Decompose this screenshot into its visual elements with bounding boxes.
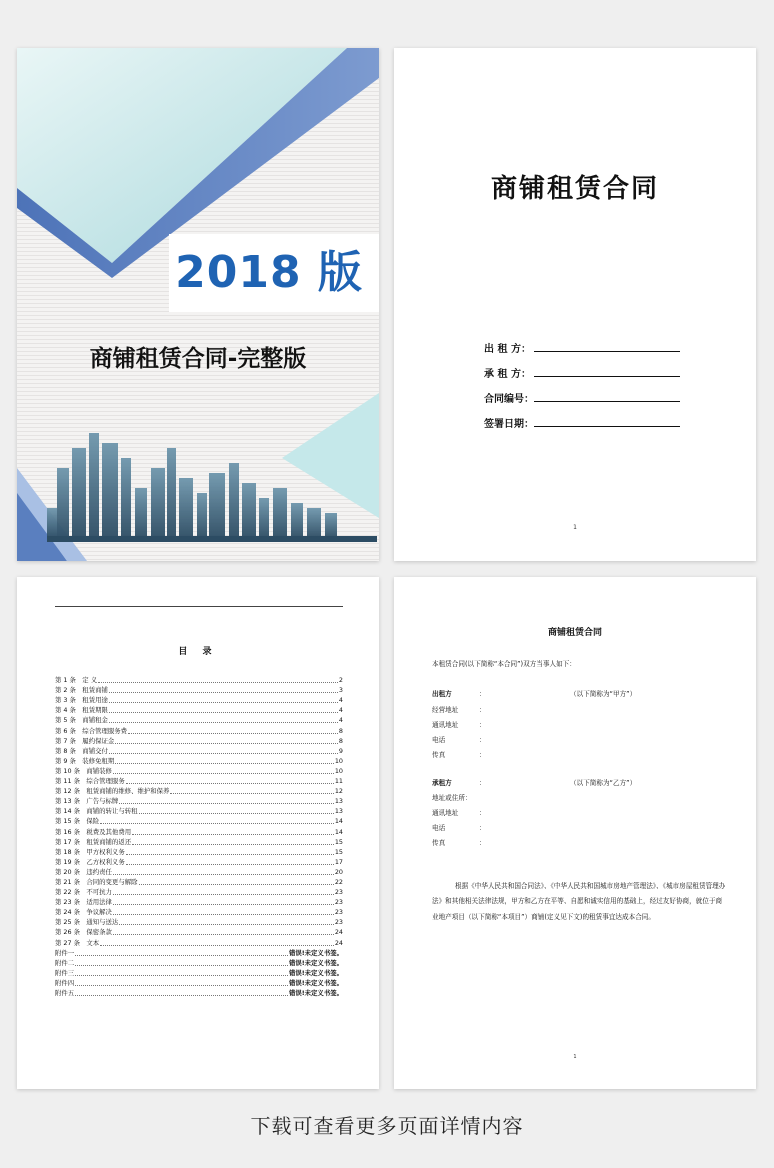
toc-item-label: 第 15 条 保险: [55, 817, 100, 826]
colon: ：: [479, 779, 486, 787]
field-contract-no: [484, 388, 704, 406]
toc-item-label: 第 12 条 租赁商铺的维修、维护和保养: [55, 787, 170, 796]
toc-item-page: 23: [334, 918, 343, 927]
toc-item[interactable]: [55, 907, 343, 917]
toc-item-page: 4: [338, 706, 343, 715]
toc-item[interactable]: [55, 766, 343, 776]
toc-item-page: 23: [334, 908, 343, 917]
toc-item-label: 第 16 条 税费及其他费用: [55, 827, 132, 836]
toc-item-label: 第 25 条 通知与送达: [55, 918, 119, 927]
toc-item-page: 4: [338, 696, 343, 705]
toc-leader: [75, 955, 288, 956]
party-field: 传真 ：: [432, 751, 486, 759]
toc-leader: [132, 834, 334, 835]
colon: ：: [479, 690, 486, 698]
toc-list: [55, 675, 343, 998]
toc-item[interactable]: [55, 948, 343, 958]
download-hint: 下载可查看更多页面详情内容: [250, 1114, 524, 1138]
page-number: 1: [573, 1054, 577, 1060]
toc-item[interactable]: [55, 978, 343, 988]
toc-leader: [128, 733, 338, 734]
cover-title: 商铺租赁合同-完整版: [89, 346, 307, 372]
toc-leader: [109, 702, 338, 703]
toc-item-label: 第 20 条 违约责任: [55, 867, 112, 876]
fill-line: [534, 351, 680, 352]
toc-item[interactable]: [55, 796, 343, 806]
toc-item[interactable]: [55, 877, 343, 887]
toc-item-label: 第 17 条 租赁商铺的返还: [55, 837, 132, 846]
party-field: 经营地址 ：: [432, 706, 486, 714]
field-label: 出 租 方：: [484, 344, 531, 355]
party-field: 地址或住所：: [432, 794, 472, 802]
title-page: [394, 48, 756, 561]
toc-item-page: 23: [334, 888, 343, 897]
toc-item[interactable]: [55, 786, 343, 796]
contract-page: [394, 577, 756, 1089]
field-lessee: [484, 363, 704, 381]
toc-item[interactable]: [55, 736, 343, 746]
toc-item-page: 14: [334, 817, 343, 826]
field-sign-date: [484, 413, 704, 431]
contract-intro: 本租赁合同(以下简称“本合同”)双方当事人如下：: [432, 660, 576, 668]
toc-item-page: 错误!未定义书签。: [288, 948, 343, 957]
toc-item-page: 错误!未定义书签。: [288, 958, 343, 967]
toc-item-page: 错误!未定义书签。: [288, 968, 343, 977]
toc-leader: [109, 722, 338, 723]
toc-leader: [119, 924, 334, 925]
toc-item[interactable]: [55, 847, 343, 857]
toc-item-label: 第 23 条 适用法律: [55, 898, 112, 907]
toc-leader: [113, 894, 334, 895]
toc-item-page: 23: [334, 898, 343, 907]
toc-item-label: 第 5 条 商铺租金: [55, 716, 108, 725]
page-number: 1: [573, 524, 577, 531]
toc-leader: [75, 965, 288, 966]
toc-leader: [115, 743, 338, 744]
field-label: 签署日期：: [484, 419, 534, 430]
toc-item-page: 14: [334, 827, 343, 836]
party-field: 电话 ：: [432, 736, 486, 744]
toc-item-page: 10: [334, 766, 343, 775]
party-field: 传真 ：: [432, 839, 486, 847]
toc-item[interactable]: [55, 917, 343, 927]
toc-item-page: 13: [334, 797, 343, 806]
lessee-label: 承租方: [432, 779, 452, 787]
toc-leader: [75, 975, 288, 976]
toc-item-label: 第 18 条 甲方权利义务: [55, 847, 125, 856]
field-label: 承 租 方：: [484, 369, 531, 380]
toc-item-label: 第 4 条 租赁期限: [55, 706, 108, 715]
toc-item-label: 第 6 条 综合管理服务费: [55, 726, 128, 735]
cover-page: [17, 48, 379, 561]
toc-item-label: 第 3 条 租赁用途: [55, 696, 108, 705]
toc-item-label: 附件三: [55, 968, 75, 977]
toc-item-page: 错误!未定义书签。: [288, 989, 343, 997]
toc-leader: [113, 904, 334, 905]
toc-item-label: 第 11 条 综合管理服务: [55, 777, 125, 786]
toc-item[interactable]: [55, 776, 343, 786]
toc-item-page: 13: [334, 807, 343, 816]
toc-item-label: 第 26 条 保密条款: [55, 928, 112, 937]
toc-item[interactable]: [55, 746, 343, 756]
toc-leader: [119, 803, 334, 804]
fill-line: [534, 426, 680, 427]
toc-item-label: 第 19 条 乙方权利义务: [55, 857, 125, 866]
header-rule: [55, 606, 343, 607]
toc-item[interactable]: [55, 816, 343, 826]
toc-item[interactable]: [55, 837, 343, 847]
toc-item[interactable]: [55, 806, 343, 816]
toc-leader: [113, 773, 334, 774]
toc-item[interactable]: [55, 937, 343, 947]
lessor-label: 出租方: [432, 690, 452, 698]
toc-leader: [113, 934, 334, 935]
toc-item-page: 12: [334, 787, 343, 796]
toc-item-label: 第 10 条 商铺装修: [55, 766, 112, 775]
toc-item[interactable]: [55, 695, 343, 705]
toc-item-label: 第 1 条 定 义: [55, 676, 98, 685]
party-field: 通讯地址 ：: [432, 809, 486, 817]
toc-item[interactable]: [55, 685, 343, 695]
toc-item-page: 24: [334, 938, 343, 947]
toc-leader: [139, 884, 334, 885]
lessor-row: [432, 688, 722, 698]
toc-leader: [109, 712, 338, 713]
toc-item-label: 附件一: [55, 948, 75, 957]
toc-leader: [126, 854, 334, 855]
lessee-row: [432, 777, 722, 787]
toc-item[interactable]: [55, 857, 343, 867]
toc-leader: [113, 914, 334, 915]
party-field: 电话 ：: [432, 824, 486, 832]
toc-item[interactable]: [55, 988, 343, 998]
toc-leader: [98, 682, 338, 683]
toc-item-page: 10: [334, 756, 343, 765]
toc-item-page: 24: [334, 928, 343, 937]
toc-item-page: 8: [338, 726, 343, 735]
field-label: 合同编号：: [484, 394, 534, 405]
toc-item-page: 9: [338, 746, 343, 755]
toc-item[interactable]: [55, 675, 343, 685]
toc-item-label: 附件二: [55, 958, 75, 967]
toc-leader: [126, 864, 334, 865]
toc-item-label: 第 13 条 广告与标牌: [55, 797, 119, 806]
toc-item-page: 错误!未定义书签。: [288, 978, 343, 987]
contract-body: 根据《中华人民共和国合同法》、《中华人民共和国城市房地产管理法》、《城市房屋租赁管理办法》和其他相关法律法规，甲方和乙方在平等、自愿和诚实信用的基础上，经过友好协商，就位于商业地产项目（以下简称“本项目”）商铺(定义见下文)的租赁事宜达成本合同。: [432, 882, 726, 921]
toc-leader: [170, 793, 333, 794]
toc-item[interactable]: [55, 887, 343, 897]
toc-item-label: 第 8 条 商铺交付: [55, 746, 108, 755]
toc-item-label: 第 7 条 履约保证金: [55, 736, 115, 745]
toc-item[interactable]: [55, 705, 343, 715]
toc-item[interactable]: [55, 897, 343, 907]
toc-item[interactable]: [55, 968, 343, 978]
toc-leader: [100, 823, 334, 824]
toc-item-label: 第 9 条 装修免租期: [55, 756, 115, 765]
toc-leader: [109, 692, 338, 693]
toc-item-label: 第 14 条 商铺的转让与转租: [55, 807, 138, 816]
toc-leader: [139, 813, 334, 814]
fill-line: [534, 376, 680, 377]
toc-item-page: 22: [334, 877, 343, 886]
toc-item-label: 第 21 条 合同的变更与解除: [55, 877, 138, 886]
toc-item[interactable]: [55, 958, 343, 968]
toc-item-label: 附件五: [55, 989, 75, 997]
toc-item[interactable]: [55, 927, 343, 937]
toc-leader: [100, 945, 334, 946]
toc-item-label: 第 27 条 文本: [55, 938, 100, 947]
toc-leader: [109, 753, 338, 754]
year-box: [169, 234, 379, 312]
toc-heading: 目 录: [178, 647, 218, 657]
toc-item-label: 第 24 条 争议解决: [55, 908, 112, 917]
toc-item-page: 17: [334, 857, 343, 866]
toc-item-page: 2: [338, 676, 343, 685]
toc-item-page: 8: [338, 736, 343, 745]
toc-item-label: 第 2 条 租赁商铺: [55, 686, 108, 695]
toc-item-page: 3: [338, 686, 343, 695]
toc-item-page: 15: [334, 837, 343, 846]
toc-item-label: 附件四: [55, 978, 75, 987]
contract-title: 商铺租赁合同: [547, 628, 602, 638]
lessee-alias: （以下简称为“乙方”）: [570, 779, 637, 787]
toc-item-page: 20: [334, 867, 343, 876]
toc-item[interactable]: [55, 715, 343, 725]
toc-item[interactable]: [55, 867, 343, 877]
toc-item[interactable]: [55, 725, 343, 735]
fill-line: [534, 401, 680, 402]
cover-year: 2018 版: [175, 247, 363, 298]
field-lessor: [484, 338, 704, 356]
toc-leader: [75, 995, 288, 996]
toc-item-page: 11: [334, 777, 343, 786]
toc-item[interactable]: [55, 756, 343, 766]
lessor-alias: （以下简称为“甲方”）: [570, 690, 637, 698]
toc-leader: [113, 874, 334, 875]
party-field: 通讯地址 ：: [432, 721, 486, 729]
toc-leader: [115, 763, 334, 764]
toc-page: [17, 577, 379, 1089]
toc-item-page: 4: [338, 716, 343, 725]
toc-item-label: 第 22 条 不可抗力: [55, 888, 112, 897]
toc-leader: [126, 783, 334, 784]
page-title: 商铺租赁合同: [490, 174, 659, 204]
toc-item[interactable]: [55, 826, 343, 836]
toc-leader: [75, 985, 288, 986]
toc-item-page: 15: [334, 847, 343, 856]
toc-leader: [132, 844, 334, 845]
